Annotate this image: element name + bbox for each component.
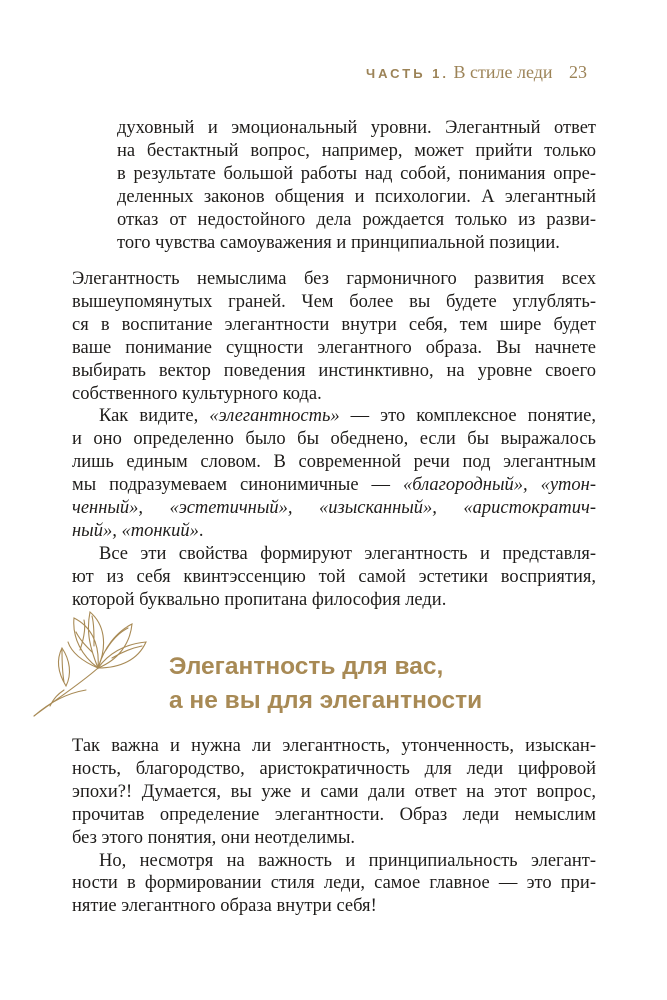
text-line: нятие элегантного образа внутри себя! xyxy=(72,896,377,917)
text-line xyxy=(72,474,596,497)
text-line: на бестактный вопрос, например, может прийти только xyxy=(117,140,596,161)
text-line: вышеупомянутых граней. Чем более вы будете углублять- xyxy=(72,291,596,312)
text-line: отказ от недостойного дела рождается только из разви- xyxy=(117,209,596,230)
page-number: 23 xyxy=(569,62,587,82)
body-text-upper xyxy=(72,268,596,612)
text-line: ности в формировании стиля леди, самое главное — это при- xyxy=(72,873,596,894)
text-line: Элегантность немыслима без гармоничного развития всех xyxy=(72,269,596,289)
text-line xyxy=(72,497,596,520)
text-line: лишь единым словом. В современной речи под элегантным xyxy=(72,452,596,473)
italic-term: ченный», «эстетичный», «изысканный», «аристократич- xyxy=(72,498,596,519)
text-line: ваше понимание сущности элегантного образа. Вы начнете xyxy=(72,337,596,358)
text-run: — это комплексное понятие, xyxy=(339,406,596,427)
italic-term: «элегантность» xyxy=(209,406,340,427)
section-heading-line: а не вы для элегантности xyxy=(169,687,483,714)
text-line: духовный и эмоциональный уровни. Элегантный ответ xyxy=(117,118,596,138)
part-label: ЧАСТЬ 1. xyxy=(365,66,449,81)
text-line xyxy=(72,405,596,428)
body-text-lower xyxy=(72,735,596,918)
text-line: Но, несмотря на важность и принципиальность элегант- xyxy=(99,850,596,871)
text-run: . xyxy=(198,520,204,541)
running-head xyxy=(366,60,587,86)
text-run: Как видите, xyxy=(99,406,210,427)
text-line: прочитав определение элегантности. Образ леди немыслим xyxy=(72,804,596,825)
text-line xyxy=(72,520,596,543)
text-line: которой буквально пропитана философия леди. xyxy=(72,589,447,610)
text-line: деленных законов общения и психологии. А элегантный xyxy=(117,186,596,207)
text-line: ся в воспитание элегантности внутри себя, тем шире будет xyxy=(72,314,596,335)
text-line: того чувства самоуважения и принципиальной позиции. xyxy=(117,232,560,253)
italic-term: «благородный», «утон- xyxy=(403,475,596,496)
text-line: Так важна и нужна ли элегантность, утонченность, изыскан- xyxy=(72,736,596,756)
text-line: собственного культурного кода. xyxy=(72,383,322,404)
section-heading-line: Элегантность для вас, xyxy=(169,653,444,680)
section-name: В стиле леди xyxy=(453,62,553,82)
indented-passage xyxy=(117,117,596,254)
section-heading xyxy=(169,650,482,718)
text-line: ность, благородство, аристократичность для леди цифровой xyxy=(72,758,596,779)
text-line: и оно определенно было бы обеднено, если бы выражалось xyxy=(72,429,596,450)
italic-term: ный», «тонкий» xyxy=(72,520,199,541)
text-run: мы подразумеваем синонимичные — xyxy=(72,475,404,496)
text-line: ют из себя квинтэссенцию той самой эстетики восприятия, xyxy=(72,566,596,587)
text-line: в результате большой работы над собой, понимания опре- xyxy=(117,163,596,184)
tulip-line-drawing-icon xyxy=(28,598,163,723)
text-line: Все эти свойства формируют элегантность и представля- xyxy=(99,543,596,564)
text-line: выбирать вектор поведения инстинктивно, на уровне своего xyxy=(72,360,596,381)
text-line: без этого понятия, они неотделимы. xyxy=(72,827,356,848)
text-line: эпохи?! Думается, вы уже и сами дали ответ на этот вопрос, xyxy=(72,781,596,802)
